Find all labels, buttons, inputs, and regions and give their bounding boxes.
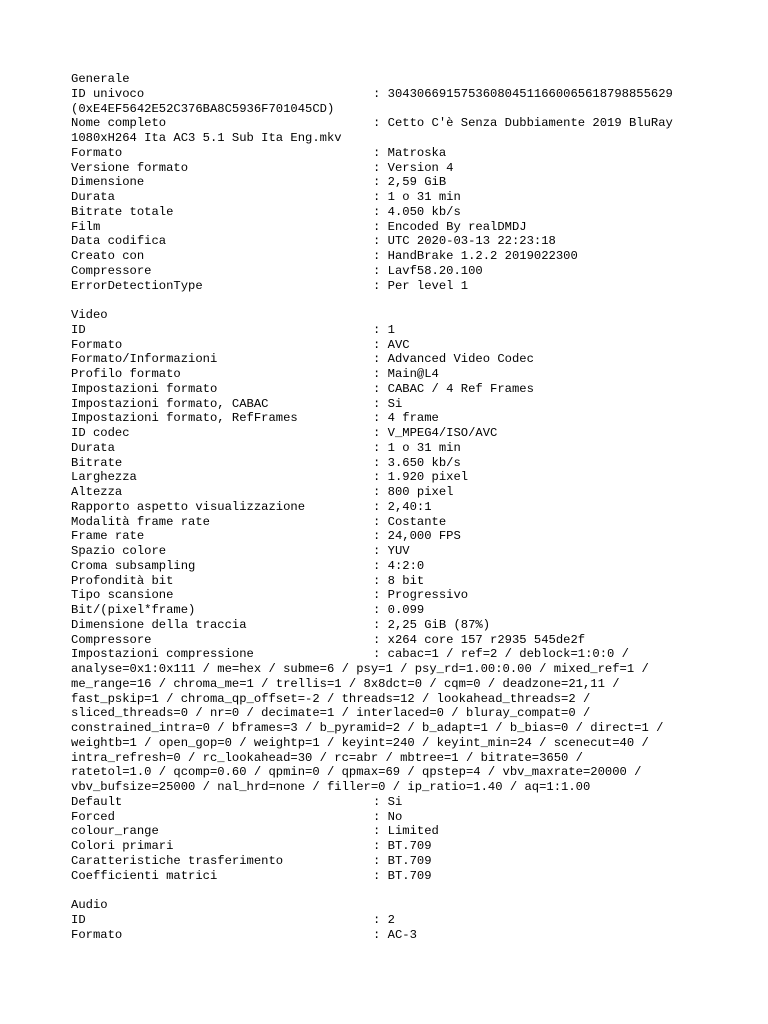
field-label: Croma subsampling — [71, 558, 196, 573]
field-label: Creato con — [71, 249, 145, 263]
field-value: : 1.920 pixel — [373, 470, 469, 485]
field-label: Nome completo — [71, 116, 167, 131]
continuation-line: fast_pskip=1 / chroma_qp_offset=-2 / threads=12 / lookahead_threads=2 / — [71, 691, 591, 706]
field-label: Formato — [71, 927, 123, 942]
field-row — [71, 279, 761, 294]
field-row — [71, 869, 761, 884]
field-value: : Si — [373, 396, 403, 411]
field-value: : Main@L4 — [373, 367, 439, 381]
field-row — [71, 397, 761, 412]
section-heading: Audio — [71, 898, 108, 912]
field-value: : HandBrake 1.2.2 2019022300 — [373, 249, 578, 263]
field-label: Default — [71, 794, 123, 809]
field-row — [71, 441, 761, 456]
field-value: : 2,40:1 — [373, 499, 432, 514]
field-row — [71, 500, 761, 515]
field-label: Bit/(pixel*frame) — [71, 603, 196, 617]
field-value: : 24,000 FPS — [373, 529, 461, 544]
field-value: : 0.099 — [373, 603, 425, 617]
blank-line — [71, 293, 761, 308]
field-row — [71, 603, 761, 618]
field-value: : 2,25 GiB (87%) — [373, 617, 491, 632]
field-label: Spazio colore — [71, 544, 167, 558]
field-label: ErrorDetectionType — [71, 278, 203, 293]
field-label: ID — [71, 322, 86, 337]
field-value: : UTC 2020-03-13 22:23:18 — [373, 234, 556, 249]
field-value: : 1 — [373, 322, 395, 337]
field-value: : 3.650 kb/s — [373, 455, 461, 470]
section-heading: Video — [71, 308, 108, 322]
field-label: Altezza — [71, 485, 123, 499]
field-label: Formato — [71, 337, 123, 352]
mediainfo-report — [71, 72, 761, 942]
field-label: Profondità bit — [71, 573, 174, 588]
field-row — [71, 618, 761, 633]
field-value: : AC-3 — [373, 927, 417, 942]
field-label: ID codec — [71, 426, 130, 440]
field-row — [71, 529, 761, 544]
field-label: Impostazioni compressione — [71, 647, 254, 662]
continuation-line: weightb=1 / open_gop=0 / weightp=1 / keyint=240 / keyint_min=24 / scenecut=40 / — [71, 735, 649, 750]
field-value: : cabac=1 / ref=2 / deblock=1:0:0 / — [373, 647, 629, 662]
continuation-line: sliced_threads=0 / nr=0 / decimate=1 / interlaced=0 / bluray_compat=0 / — [71, 706, 591, 721]
field-label: Caratteristiche trasferimento — [71, 853, 284, 868]
field-row — [71, 220, 761, 235]
field-row — [71, 574, 761, 589]
field-label: Coefficienti matrici — [71, 868, 218, 883]
field-value: : x264 core 157 r2935 545de2f — [373, 632, 586, 647]
field-label: Dimensione della traccia — [71, 617, 247, 632]
field-value: : Lavf58.20.100 — [373, 263, 483, 278]
field-label: Tipo scansione — [71, 588, 174, 603]
field-value: : Version 4 — [373, 160, 454, 175]
field-value: : Si — [373, 794, 403, 809]
field-value: : No — [373, 809, 403, 824]
field-label: Formato/Informazioni — [71, 352, 218, 367]
continuation-line: ratetol=1.0 / qcomp=0.60 / qpmin=0 / qpmax=69 / qpstep=4 / vbv_maxrate=20000 / — [71, 765, 642, 780]
field-value: : BT.709 — [373, 839, 432, 853]
field-value: : YUV — [373, 544, 410, 558]
field-value: : 4:2:0 — [373, 558, 425, 573]
field-label: Formato — [71, 145, 123, 160]
field-value: : BT.709 — [373, 868, 432, 883]
field-value: : Matroska — [373, 145, 447, 160]
field-value: : 4 frame — [373, 411, 439, 426]
continuation-line: me_range=16 / chroma_me=1 / trellis=1 / 8x8dct=0 / cqm=0 / deadzone=21,11 / — [71, 676, 620, 691]
field-row — [71, 352, 761, 367]
field-label: Bitrate — [71, 455, 123, 470]
field-label: Data codifica — [71, 234, 167, 249]
field-label: Impostazioni formato, RefFrames — [71, 411, 298, 426]
field-label: Colori primari — [71, 839, 174, 853]
field-label: Impostazioni formato, CABAC — [71, 396, 269, 411]
field-row — [71, 234, 761, 249]
field-row — [71, 367, 761, 382]
blank-line — [71, 883, 761, 898]
field-value: : Costante — [373, 514, 447, 529]
field-label: colour_range — [71, 824, 159, 839]
field-value: : 2 — [373, 912, 395, 927]
field-value: : 8 bit — [373, 573, 425, 588]
field-label: Rapporto aspetto visualizzazione — [71, 499, 306, 514]
field-label: Larghezza — [71, 470, 137, 485]
field-row — [71, 249, 761, 264]
field-row — [71, 515, 761, 530]
field-value: : Progressivo — [373, 588, 469, 603]
field-label: Durata — [71, 190, 115, 204]
continuation-line: 1080xH264 Ita AC3 5.1 Sub Ita Eng.mkv — [71, 131, 342, 145]
continuation-line: constrained_intra=0 / bframes=3 / b_pyramid=2 / b_adapt=1 / b_bias=0 / direct=1 / — [71, 721, 664, 735]
field-label: ID univoco — [71, 86, 145, 101]
field-row — [71, 205, 761, 220]
field-value: : 304306691575360804511660065618798855629 — [373, 86, 673, 101]
field-row — [71, 824, 761, 839]
field-row — [71, 810, 761, 825]
continuation-line: vbv_bufsize=25000 / nal_hrd=none / filler=0 / ip_ratio=1.40 / aq=1:1.00 — [71, 780, 591, 794]
field-value: : 1 o 31 min — [373, 440, 461, 455]
field-value: : 1 o 31 min — [373, 190, 461, 204]
field-row — [71, 146, 761, 161]
field-label: Dimensione — [71, 175, 145, 190]
field-row — [71, 839, 761, 854]
field-value: : AVC — [373, 337, 410, 352]
field-row — [71, 338, 761, 353]
field-row — [71, 456, 761, 471]
field-value: : Per level 1 — [373, 278, 469, 293]
field-label: Profilo formato — [71, 367, 181, 381]
field-label: Forced — [71, 809, 115, 824]
field-value: : V_MPEG4/ISO/AVC — [373, 426, 498, 440]
field-row — [71, 470, 761, 485]
field-row — [71, 633, 761, 648]
field-row — [71, 323, 761, 338]
field-row — [71, 913, 761, 928]
field-label: Modalità frame rate — [71, 514, 210, 529]
field-row — [71, 116, 761, 131]
field-row — [71, 928, 761, 943]
field-row — [71, 544, 761, 559]
field-row — [71, 87, 761, 102]
field-label: Compressore — [71, 263, 152, 278]
field-value: : CABAC / 4 Ref Frames — [373, 381, 534, 396]
field-row — [71, 795, 761, 810]
field-label: Frame rate — [71, 529, 145, 544]
field-value: : 4.050 kb/s — [373, 204, 461, 219]
field-row — [71, 559, 761, 574]
continuation-line: (0xE4EF5642E52C376BA8C5936F701045CD) — [71, 101, 335, 116]
field-row — [71, 175, 761, 190]
field-row — [71, 647, 761, 662]
field-row — [71, 426, 761, 441]
field-value: : 2,59 GiB — [373, 175, 447, 190]
field-value: : Advanced Video Codec — [373, 352, 534, 367]
field-row — [71, 588, 761, 603]
field-row — [71, 190, 761, 205]
section-heading: Generale — [71, 72, 130, 86]
field-label: Versione formato — [71, 160, 189, 175]
continuation-line: analyse=0x1:0x111 / me=hex / subme=6 / psy=1 / psy_rd=1.00:0.00 / mixed_ref=1 / — [71, 662, 649, 676]
field-value: : BT.709 — [373, 853, 432, 868]
field-row — [71, 264, 761, 279]
field-row — [71, 411, 761, 426]
field-label: Bitrate totale — [71, 204, 174, 219]
field-row — [71, 485, 761, 500]
field-value: : 800 pixel — [373, 485, 454, 499]
field-value: : Limited — [373, 824, 439, 839]
field-label: Impostazioni formato — [71, 381, 218, 396]
field-label: ID — [71, 912, 86, 927]
field-value: : Cetto C'è Senza Dubbiamente 2019 BluRay — [373, 116, 673, 131]
field-label: Durata — [71, 440, 115, 455]
continuation-line: intra_refresh=0 / rc_lookahead=30 / rc=abr / mbtree=1 / bitrate=3650 / — [71, 750, 583, 765]
field-row — [71, 161, 761, 176]
field-label: Compressore — [71, 632, 152, 647]
field-value: : Encoded By realDMDJ — [373, 219, 527, 234]
field-row — [71, 382, 761, 397]
field-row — [71, 854, 761, 869]
field-label: Film — [71, 219, 101, 234]
